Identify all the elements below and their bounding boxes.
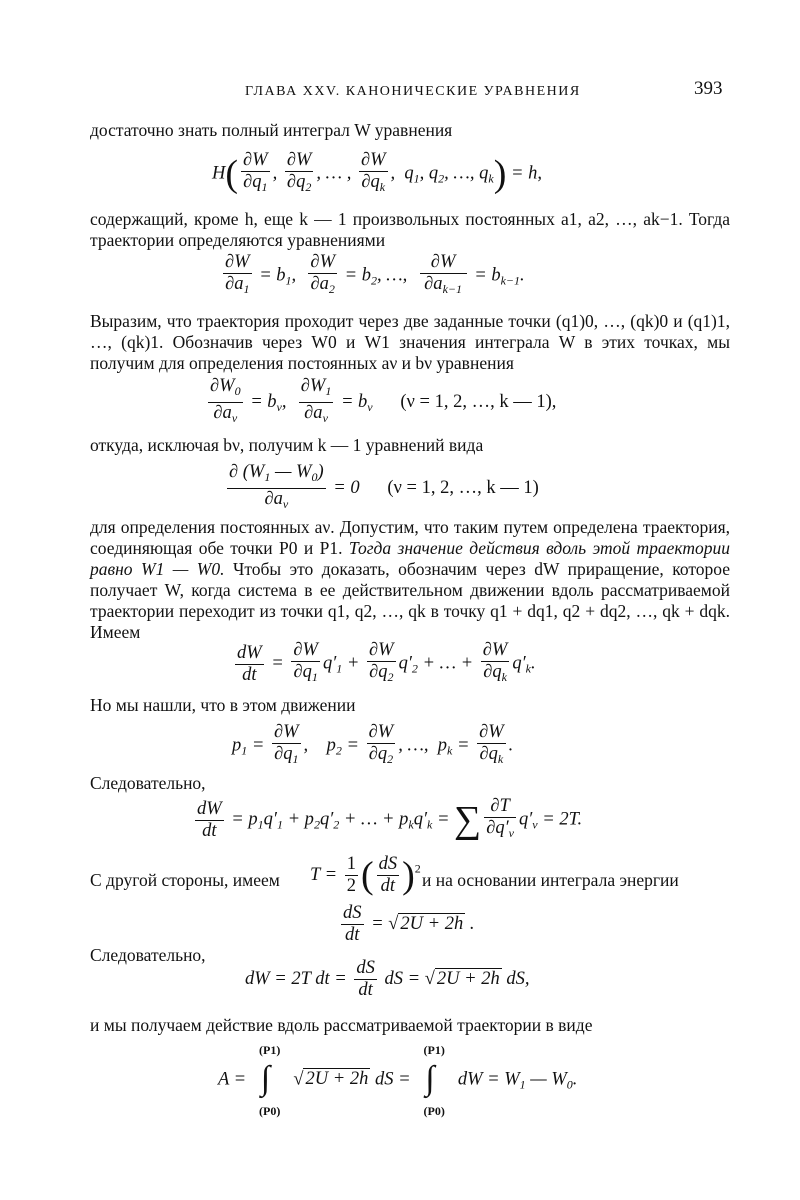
paragraph-2: содержащий, кроме h, еще k — 1 произвольных постоянных a1, a2, …, ak−1. Тогда траектории определяются уравнениями [90,209,730,250]
integral-2: (P1) ∫ (P0) [417,1045,451,1115]
equation-dw-dt: $\frac{dW}{dt}$ = $\frac{\partial W}{\partial q_1}$ $q'_1$ + $\frac{\partial W}{\partial q_2}$ $q'_2$ + … + $\frac{\partial W}{\partial q_k}$ $q'_k$. [232,640,536,688]
paragraph-8b: и на основании интеграла энергии [422,870,679,890]
equation-dw-ds: dW = 2T dt = $\frac{dS}{dt}$ dS = √ 2U + 2h dS, [245,958,530,1000]
equation-condition: (ν = 1, 2, …, k — 1), [400,391,557,412]
paragraph-5-italic: Тогда значение действия вдоль этой траектории равно W1 — W0. [90,538,730,579]
equation-energy-integral: $\frac{dS}{dt}$ = √ 2U + 2h . [343,903,475,945]
equation-condition-2: (ν = 1, 2, …, k — 1) [387,477,539,498]
running-header: ГЛАВА XXV. КАНОНИЧЕСКИЕ УРАВНЕНИЯ [245,84,581,99]
paragraph-7: Следовательно, [90,773,206,793]
paragraph-6: Но мы нашли, что в этом движении [90,695,356,715]
paragraph-10: и мы получаем действие вдоль рассматриваемой траектории в виде [90,1015,593,1035]
paragraph-5-text-a: для определения постоянных aν. Допустим, что таким путем определена траектория, соединяющая обе точки P0 и P1. [90,517,730,558]
equation-momenta: $p_1$ = $\frac{\partial W}{\partial q_1}$ , $p_2$ = $\frac{\partial W}{\partial q_2}$ , …, $p_k$ = $\frac{\partial W}{\partial q_k}$ . [232,722,513,770]
equation-kinetic-energy: T = $\frac{1}{2}$ ( $\frac{dS}{dt}$ )$^2$ [310,854,421,897]
paragraph-8: С другой стороны, имеем [90,870,280,890]
paragraph-1: достаточно знать полный интеграл W уравнения [90,120,453,140]
paragraph-5-text-c: Чтобы это доказать, обозначим через dW приращение, которое получает W, когда система в ее действительном движении вдоль рассматриваемой траектории переходит из точки q1, q2, …, qk в точку q1 + dq1, q2 + dq2, …, qk + dqk. Имеем [90,559,730,642]
equation-difference: $\frac{\partial (W_1 — W_0)}{\partial a_\nu}$ = 0 (ν = 1, 2, …, k — 1) [224,462,539,515]
integral-2-lower-limit: (P0) [423,1104,445,1118]
equation-hamilton-jacobi: H( $\frac{\partial W}{\partial q_1}$ , $\frac{\partial W}{\partial q_2}$ , … , $\frac{\partial W}{\partial q_k}$ , $q_1$, $q_2$, …, $q_k) = h$, [212,150,542,198]
paragraph-3: Выразим, что траектория проходит через две заданные точки (q1)0, …, (qk)0 и (q1)1, …, (qk)1. Обозначив через W0 и W1 значения интеграла W в этих точках, мы получим для определения постоянных aν и bν уравнения [90,311,730,373]
paragraph-9: Следовательно, [90,945,206,965]
integral-1: (P1) ∫ (P0) [253,1045,287,1115]
integral-1-upper-limit: (P1) [259,1043,281,1057]
equation-action: A = (P1) ∫ (P0) √ 2U + 2h dS = (P1) ∫ (P0) dW = $W_1$ — $W_0$. [218,1043,578,1118]
equation-dw-2t: $\frac{dW}{dt}$ = $p_1q'_1 + p_2q'_2$ + … + $p_kq'_k$ = ∑ $\frac{\partial T}{\partial q'_\nu}$ $q'_\nu = 2T$. [192,796,582,844]
paragraph-5 [90,517,730,643]
equation-constants: $\frac{\partial W_0}{\partial a_\nu}$ = $b_\nu$, $\frac{\partial W_1}{\partial a_\nu}$ = $b_\nu$ (ν = 1, 2, …, k — 1), [205,376,556,429]
integral-1-lower-limit: (P0) [259,1104,281,1118]
paragraph-4: откуда, исключая bν, получим k — 1 уравнений вида [90,435,484,455]
page-number: 393 [694,78,723,99]
integral-2-upper-limit: (P1) [423,1043,445,1057]
equation-trajectories: $\frac{\partial W}{\partial a_1}$ = $b_1$, $\frac{\partial W}{\partial a_2}$ = $b_2$, …, $\frac{\partial W}{\partial a_{k-1}}$ = $b_{k-1}$. [220,252,525,300]
